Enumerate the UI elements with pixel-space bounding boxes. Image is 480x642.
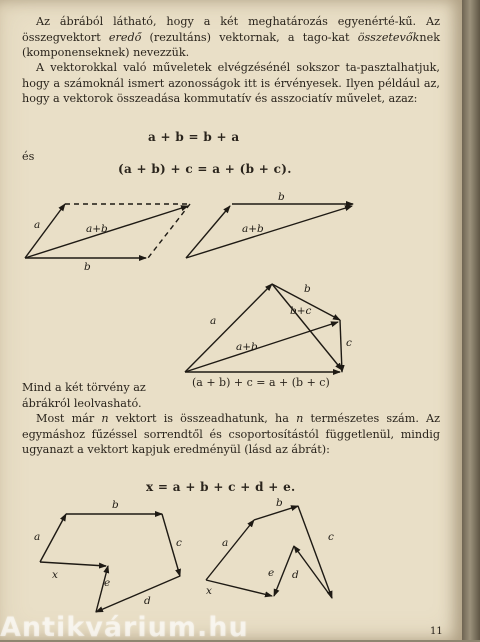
fig5-vector-c	[298, 506, 332, 598]
fig5-vector-e	[274, 546, 294, 596]
fig5-vector-a	[206, 520, 254, 580]
fig4-vector-a	[40, 514, 66, 562]
p1-term-ereddo: eredő	[108, 30, 142, 44]
p4-text-a: Most már	[36, 412, 102, 425]
fig5-vector-x	[206, 580, 272, 596]
fig5-label-a: a	[222, 537, 229, 549]
fig4-label-a: a	[34, 531, 41, 543]
fig3-label-bc: b+c	[290, 305, 312, 317]
fig3-label-b: b	[304, 283, 311, 295]
fig5-label-c: c	[328, 531, 334, 543]
fig3-caption: (a + b) + c = a + (b + c)	[192, 376, 330, 389]
p1-text-c: (rezultáns) vektornak, a tago-kat	[141, 30, 358, 44]
p4-text-b: vektort is összeadhatunk, ha	[108, 412, 297, 425]
fig3-label-ab: a+b	[236, 341, 258, 353]
associative-formula: (a + b) + c = a + (b + c).	[118, 162, 292, 176]
fig5-label-x: x	[206, 585, 212, 597]
fig4-label-c: c	[176, 537, 182, 549]
fig1-vector-a	[25, 204, 65, 258]
fig4-label-b: b	[112, 499, 119, 511]
fig3-vector-bc	[272, 284, 342, 370]
fig2-label-ab: a+b	[242, 223, 264, 235]
fig3-vector-c	[340, 320, 342, 372]
fig4-label-e: e	[104, 577, 111, 589]
fig5-label-e: e	[268, 567, 275, 579]
fig1-label-b: b	[84, 261, 91, 273]
p4-text-c: természetes szám. Az egymáshoz fűzéssel sorrendtől és csoportosítástól függetlenül, mindig ugyanazt a vektort kapjuk eredményül (lásd az ábrát):	[22, 412, 441, 457]
fig5-vector-d	[294, 546, 332, 598]
es-word: és	[22, 150, 35, 163]
fig4-vector-e	[96, 566, 111, 612]
fig2-label-b: b	[278, 191, 285, 203]
figure-triangle	[186, 204, 353, 258]
p1-term-osszetevok: összetevők	[357, 30, 420, 44]
page-number: 11	[430, 626, 443, 637]
fig4-label-d: d	[144, 595, 151, 607]
watermark: Antikvárium.hu	[0, 612, 249, 642]
p4-var-n2: n	[296, 412, 304, 425]
fig4-label-x: x	[52, 569, 58, 581]
figure-associativity	[185, 284, 342, 372]
paragraph-3: Mind a két törvény az ábrákról leolvasható.	[22, 381, 146, 410]
p1-text-a: Az ábrából látható, hogy a két meghatározás egyenérté-kű. Az összegvektort	[22, 15, 440, 44]
figure-polygon-right	[206, 506, 332, 598]
fig5-label-d: d	[292, 569, 299, 581]
fig2-vector-ab	[186, 206, 352, 258]
fig3-vector-ab	[185, 322, 338, 372]
fig4-vector-x	[40, 562, 106, 566]
fig3-vector-a	[185, 284, 272, 372]
fig1-label-a: a	[34, 219, 41, 231]
fig2-vector-a	[186, 206, 230, 258]
paragraph-4	[22, 411, 440, 458]
commutative-formula: a + b = b + a	[148, 130, 240, 144]
fig3-label-c: c	[346, 337, 352, 349]
p4-var-n1: n	[101, 412, 109, 425]
book-spine	[462, 0, 480, 640]
figure-polygon-left	[40, 514, 180, 612]
paragraph-2: A vektorokkal való műveletek elvégzésénél sokszor ta-pasztalhatjuk, hogy a számoknál ismert azonosságok itt is érvényesek. Ilyen például az, hogy a vektorok összeadása kommutatív és asszociatív művelet, azaz:	[22, 61, 440, 106]
fig5-label-b: b	[276, 497, 283, 509]
fig3-label-a: a	[210, 315, 217, 327]
sum-formula: x = a + b + c + d + e.	[146, 480, 296, 494]
fig1-label-ab: a+b	[86, 223, 108, 235]
p1-text-e: nek (komponenseknek) nevezzük.	[22, 30, 440, 60]
